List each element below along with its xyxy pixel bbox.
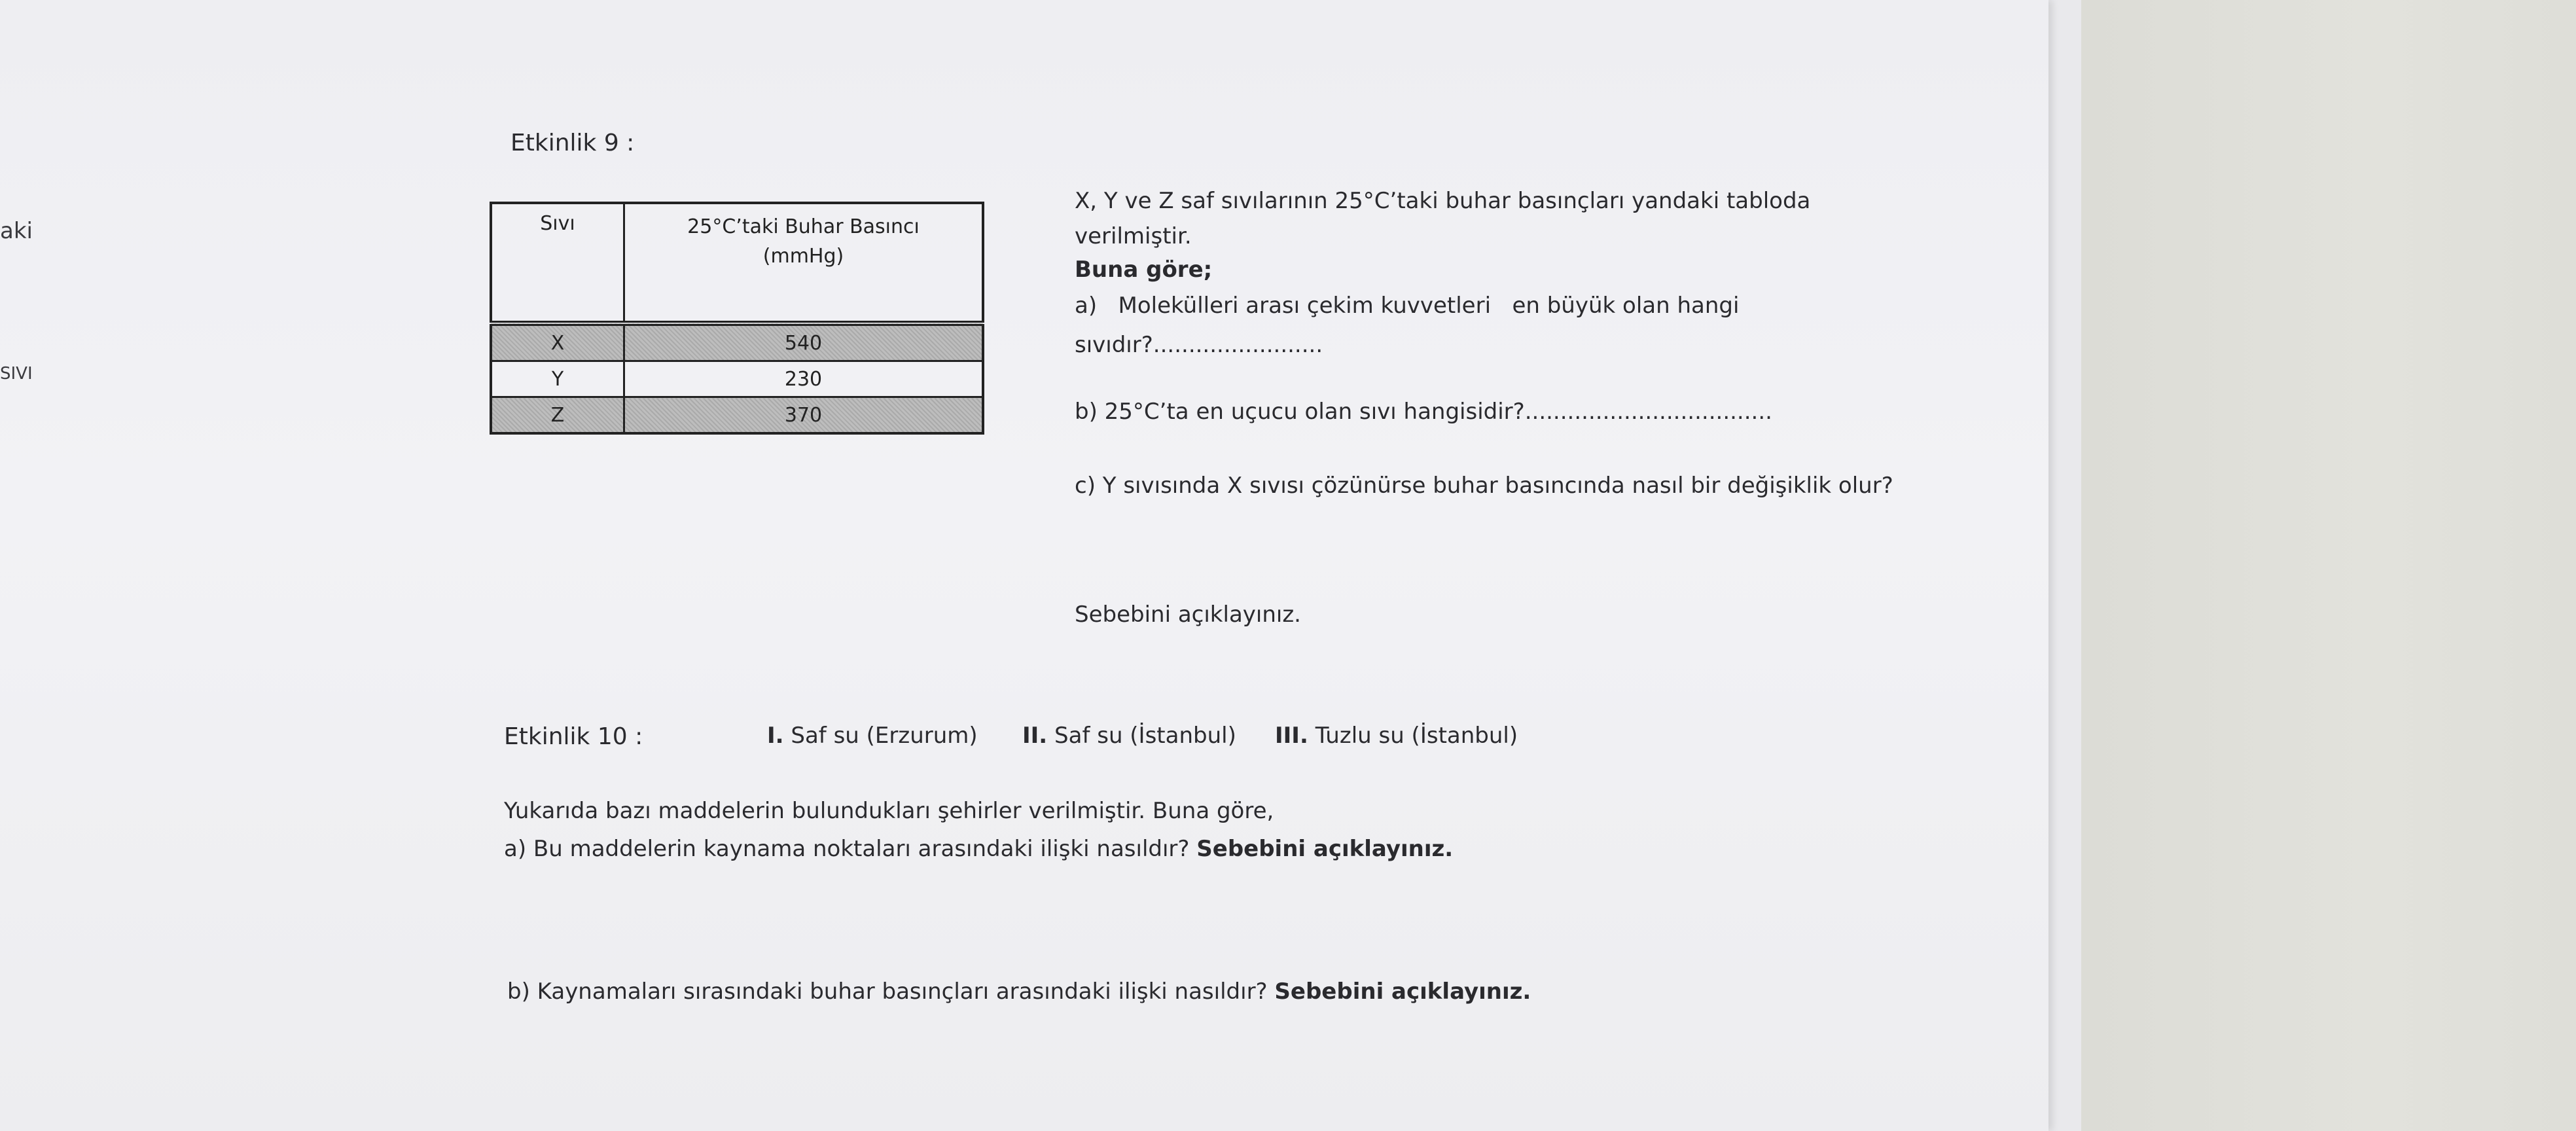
vapor-pressure-table [490, 202, 984, 435]
question-b-emphasis: Sebebini açıklayınız. [1274, 978, 1531, 1005]
header-liquid: Sıvı [491, 203, 624, 323]
activity-10-item-2 [1022, 723, 1236, 749]
activity-10-intro: Yukarıda bazı maddelerin bulundukları şehirler verilmiştir. Buna göre, [504, 798, 1274, 824]
table-row [491, 397, 983, 434]
activity-9-question-a-line-2: sıvıdır?........................ [1075, 332, 1323, 358]
activity-9-question-c: c) Y sıvısında X sıvısı çözünürse buhar basıncında nasıl bir değişiklik olur? [1075, 473, 1893, 499]
item-1-text: Saf su (Erzurum) [791, 723, 978, 749]
table-row [491, 361, 983, 397]
cell-pressure-x: 540 [624, 323, 984, 361]
activity-10-question-a [504, 836, 1453, 862]
table-header-row [491, 203, 983, 323]
table-row [491, 323, 983, 361]
item-2-text: Saf su (İstanbul) [1054, 723, 1236, 749]
activity-10-item-3 [1275, 723, 1518, 749]
background-surface [2081, 0, 2576, 1131]
question-b-text: b) Kaynamaları sırasındaki buhar basınçları arasındaki ilişki nasıldır? [507, 978, 1268, 1005]
header-vapor-pressure [624, 203, 984, 323]
question-a-emphasis: Sebebini açıklayınız. [1196, 836, 1454, 862]
activity-9-intro-line-1: X, Y ve Z saf sıvılarının 25°C’taki buhar basınçları yandaki tabloda [1075, 188, 1811, 214]
activity-9-reason: Sebebini açıklayınız. [1075, 601, 1301, 628]
activity-10-item-1 [767, 723, 978, 749]
activity-9-question-b: b) 25°C’ta en uçucu olan sıvı hangisidir?................................... [1075, 399, 1772, 425]
activity-9-intro-line-2: verilmiştir. [1075, 223, 1192, 249]
item-2-number: II. [1022, 723, 1048, 749]
item-1-number: I. [767, 723, 784, 749]
activity-9-title: Etkinlik 9 : [510, 130, 635, 156]
cell-pressure-z: 370 [624, 397, 984, 434]
header-unit: (mmHg) [762, 245, 844, 268]
item-3-number: III. [1275, 723, 1308, 749]
activity-9-question-a-line-1: a) Molekülleri arası çekim kuvvetleri en büyük olan hangi [1075, 293, 1740, 319]
item-3-text: Tuzlu su (İstanbul) [1315, 723, 1518, 749]
cut-off-text-aki: aki [0, 218, 33, 244]
cell-liquid-x: X [491, 323, 624, 361]
activity-10-question-b [507, 979, 1531, 1005]
question-a-text: a) Bu maddelerin kaynama noktaları arasındaki ilişki nasıldır? [504, 836, 1190, 862]
activity-10-title: Etkinlik 10 : [504, 723, 643, 750]
activity-9-buna-gore: Buna göre; [1075, 257, 1213, 283]
cell-liquid-y: Y [491, 361, 624, 397]
cell-liquid-z: Z [491, 397, 624, 434]
cut-off-text-sivi: SIVI [0, 364, 33, 384]
cell-pressure-y: 230 [624, 361, 984, 397]
header-vapor-pressure-label: 25°C’taki Buhar Basıncı [687, 215, 920, 238]
